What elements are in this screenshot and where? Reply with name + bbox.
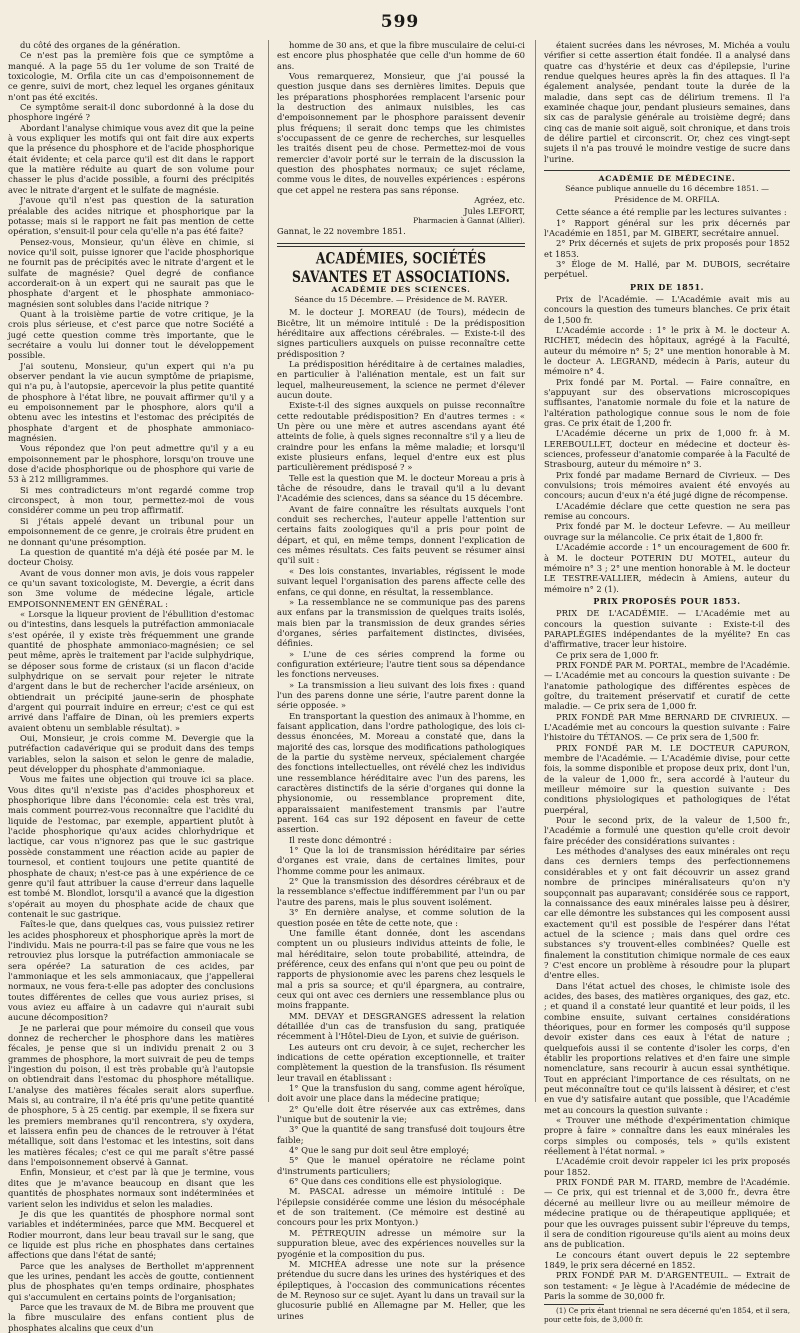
paragraph: Existe-t-il des signes auxquels on puisse reconnaître cette redoutable prédisposition? En d'autres termes : « Un père ou une mère et autres ascendans ayant été atteints de folie, à quels signes reconnaître s'il y a lieu de craindre pour les enfans la même maladie; et lorsqu'il existe plusieurs enfans, lequel d'entre eux est plus particulièrement prédisposé ? »	[277, 400, 525, 473]
section-heading: ACADÉMIES, SOCIÉTÉS SAVANTES ET ASSOCIATIONS.	[291, 247, 511, 286]
paragraph: 2° Qu'elle doit être réservée aux cas extrêmes, dans l'unique but de soutenir la vie;	[277, 1103, 525, 1125]
paragraph: Vous remarquerez, Monsieur, que j'ai poussé la question jusque dans ses dernières limites. Depuis que les préparations phosphorées remplacent l'arsenic pour la destruction des animaux nuisibles, les cas d'empoisonnement par le phosphore paraissent devenir plus fréquens; il serait donc temps que les chimistes s'occupassent de ce genre de recherches, sur lesquelles les traités disent peu de chose. Permettez-moi de vous remercier d'avoir porté sur le terrain de la discussion la question des phosphates normaux; ce sujet réclame, comme vous le dites, de nouvelles expériences : espérons que cet appel ne restera pas sans réponse.	[277, 71, 525, 195]
paragraph: 5° Que le manuel opératoire ne réclame point d'instruments particuliers;	[277, 1155, 525, 1176]
letter-dateline: Gannat, le 22 novembre 1851.	[277, 226, 406, 237]
paragraph: 3° Que la quantité de sang transfusé doit toujours être faible;	[277, 1124, 525, 1145]
academy-medecine-heading: ACADÉMIE DE MÉDECINE.	[598, 174, 736, 184]
paragraph: Prix fondé par M. Portal. — Faire connaître, en s'appuyant sur des observations microscopiques suffisantes, l'anatomie normale du foie et la nature de l'altération pathologique connue sous le nom de foie gras. Ce prix était de 1,200 fr.	[544, 376, 790, 429]
paragraph: Les méthodes d'analyses des eaux minérales ont reçu dans ces derniers temps des perfectionnemens considérables et y ont fait découvrir un assez grand nombre de principes minéralisateurs qu'on n'y soupçonnait pas auparavant; considérée sous ce rapport, la connaissance des eaux minérales laisse peu à désirer, car elle démontre les substances qui les composent aussi exactement qu'il est possible de l'espérer dans l'état actuel de la science ; mais dans quel ordre ces substances s'y trouvent-elles combinées? Quelle est finalement la constitution chimique normale de ces eaux ? C'est encore un problème à résoudre pour la plupart d'entre elles.	[544, 846, 790, 981]
paragraph: M. le docteur J. MOREAU (de Tours), médecin de Bicêtre, lit un mémoire intitulé : De la prédisposition héréditaire aux affections cérébrales. — Existe-t-il des signes particuliers auxquels on puisse reconnaître cette prédisposition ?	[277, 307, 525, 359]
paragraph: Vous répondez que l'on peut admettre qu'il y a eu empoisonnement par le phosphore, lorsqu'on trouve une dose d'acide phosphorique ou de phosphore qui varie de 53 à 212 milligrammes.	[8, 443, 254, 485]
footnote: (1) Ce prix étant triennal ne sera décerné qu'en 1854, et il sera, pour cette fois, de 3,000 fr.	[544, 1306, 790, 1324]
paragraph: M. PÉTREQUIN adresse un mémoire sur la suppuration bleue, avec des expériences nouvelles sur la pyogénie et la composition du pus.	[277, 1227, 525, 1259]
paragraph: 1° Que la transfusion du sang, comme agent héroïque, doit avoir une place dans la médecine pratique;	[277, 1083, 525, 1104]
section-rule	[277, 243, 525, 244]
column-3	[544, 40, 790, 1324]
paragraph: « Trouver une méthode d'expérimentation chimique propre à faire » connaître dans les eaux minérales les corps simples ou composés, tels » qu'ils existent réellement à l'état normal. »	[544, 1115, 790, 1157]
paragraph: Ce n'est pas la première fois que ce symptôme a manqué. A la page 55 du 1er volume de son Traité de toxicologie, M. Orfila cite un cas d'empoisonnement de ce genre, suivi de mort, chez lequel les organes génitaux n'ont pas été excités.	[8, 50, 254, 102]
paragraph: L'Académie décerne un prix de 1,000 fr. à M. LEREBOULLET, docteur en médecine et docteur ès-sciences, professeur d'anatomie comparée à la Faculté de Strasbourg, auteur du mémoire n° 3.	[544, 428, 790, 470]
paragraph: Quant à la troisième partie de votre critique, je la crois plus sérieuse, et c'est parce que notre Société a jugé cette question comme très importante, que le secrétaire a voulu lui donner tout le développement possible.	[8, 308, 254, 361]
paragraph: 1° Rapport général sur les prix décernés par l'Académie en 1851, par M. GIBERT, secrétaire annuel.	[544, 217, 790, 238]
paragraph: Enfin, Monsieur, et c'est par là que je termine, vous dites que je m'avance beaucoup en disant que les quantités de phosphates normaux sont indéterminées et varient selon les individus et selon les maladies.	[8, 1167, 254, 1209]
paragraph: Une famille étant donnée, dont les ascendans comptent un ou plusieurs individus atteints de folie, le mal héréditaire, selon toute probabilité, atteindra, de préférence, ceux des enfans qui n'ont que peu ou point de rapports de physionomie avec les parens chez lesquels le mal a pris sa source; et qu'il épargnera, au contraire, ceux qui ont avec ces derniers une ressemblance plus ou moins frappante.	[277, 927, 525, 1011]
column-2	[277, 40, 525, 1321]
letter-signature-name: Jules LEFORT,	[464, 205, 525, 216]
paragraph: PRIX FONDÉ PAR M. PORTAL, membre de l'Académie. — L'Académie met au concours la question suivante : De l'anatomie pathologique des différentes espèces de goître, du traitement préservatif et curatif de cette maladie. — Ce prix sera de 1,000 fr.	[544, 659, 790, 712]
paragraph: 1° Que la loi de transmission héréditaire par séries d'organes est vraie, dans de certaines limites, pour l'homme comme pour les animaux.	[277, 845, 525, 876]
footnote-rule	[544, 1304, 604, 1305]
paragraph: homme de 30 ans, et que la fibre musculaire de celui-ci est encore plus phosphatée que celle d'un homme de 60 ans.	[277, 40, 525, 71]
paragraph: L'Académie accorde : 1° le prix à M. le docteur A. RICHET, médecin des hôpitaux, agrégé à la Faculté, auteur du mémoire n° 5; 2° une mention honorable à M. le docteur A. LEGRAND, médecin à Paris, auteur du mémoire n° 4.	[544, 324, 790, 377]
paragraph: L'Académie croit devoir rappeler ici les prix proposés pour 1852.	[544, 1156, 790, 1177]
letter-conclusion	[277, 40, 525, 195]
paragraph: Parce que les travaux de M. de Bibra me prouvent que la fibre musculaire des enfans contient plus de phosphates alcalins que ceux d'un	[8, 1301, 254, 1333]
paragraph: 2° Que la transmission des désordres cérébraux et de la ressemblance s'effectue indifféremment par l'un ou par l'autre des parens, mais le plus souvent isolément.	[277, 876, 525, 907]
paragraph: 3° Éloge de M. Hallé, par M. DUBOIS, secrétaire perpétuel.	[544, 258, 790, 280]
paragraph: PRIX FONDÉ PAR M. LE DOCTEUR CAPURON, membre de l'Académie. — L'Académie divise, pour cette fois, la somme disponible et propose deux prix, dont l'un, de la valeur de 1,000 fr., sera accordé à l'auteur du meilleur mémoire sur la question suivante : Des conditions physiologiques et pathologiques de l'état puerpéral,	[544, 742, 790, 815]
paragraph: Ce symptôme serait-il donc subordonné à la dose du phosphore ingéré ?	[8, 102, 254, 123]
paragraph: M. MICHÉA adresse une note sur la présence prétendue du sucre dans les urines des hystériques et des épileptiques, à l'occasion des communications récentes de M. Reynoso sur ce sujet. Ayant lu dans un travail sur la glucosurie publié en Allemagne par M. Heller, que les urines	[277, 1258, 525, 1321]
paragraph: Oui, Monsieur, je crois comme M. Devergie que la putréfaction cadavérique qui se produit dans des temps variables, selon la saison et selon le genre de maladie, peut développer du phosphate d'ammoniaque.	[8, 733, 254, 775]
prix-1853-heading: PRIX PROPOSÉS POUR 1853.	[593, 595, 741, 606]
paragraph: 3° En dernière analyse, et comme solution de la question posée en tête de cette note, que :	[277, 907, 525, 928]
paragraph: » La transmission a lieu suivant des lois fixes : quand l'un des parens donne une série, l'autre parent donne la série opposée. »	[277, 679, 525, 711]
column-1-text	[8, 40, 254, 1333]
paragraph: L'Académie accorde : 1° un encouragement de 600 fr. à M. le docteur POTERIN DU MOTEL, auteur du mémoire n° 3 ; 2° une mention honorable à M. le docteur LE TESTRE-VALLIER, médecin à Amiens, auteur du mémoire n° 2 (1).	[544, 542, 790, 594]
paragraph: Si j'étais appelé devant un tribunal pour un empoisonnement de ce genre, je croirais être prudent en ne donnant qu'une présomption.	[8, 515, 254, 547]
paragraph: Le concours étant ouvert depuis le 22 septembre 1849, le prix sera décerné en 1852.	[544, 1249, 790, 1270]
prix-1851-heading: PRIX DE 1851.	[629, 281, 705, 292]
page-number: 599	[380, 12, 420, 32]
paragraph: « Lorsque la liqueur provient de l'ébullition d'estomac ou d'intestins, dans lesquels la putréfaction ammoniacale s'est opérée, il y existe très fréquemment une grande quantité de phosphate ammoniaco-magnésien; ce sel peut même, après le traitement par l'acide sulphydrique, se déposer sous forme de cristaux (si un flacon d'acide sulphydrique on se servait pour rejeter le nitrate d'argent dans le but de rechercher l'acide arsénieux, on obtiendrait un précipité jaune-serin de phosphate d'argent qui pourrait induire en erreur; c'est ce qui est arrivé dans l'affaire de Dinan, où les premiers experts avaient obtenu un semblable résultat). »	[8, 608, 254, 733]
paragraph: M. PASCAL adresse un mémoire intitulé : De l'épilepsie considérée comme une lésion du mésocéphale et de son traitement. (Ce mémoire est destiné au concours pour les prix Montyon.)	[277, 1186, 525, 1228]
academy-medecine-intro	[544, 207, 790, 279]
paragraph: du côté des organes de la génération.	[20, 40, 181, 50]
paragraph: PRIX FONDÉ PAR M. D'ARGENTEUIL. — Extrait de son testament: « Je lègue à l'Académie de médecine de Paris la somme de 30,000 fr.	[544, 1270, 790, 1301]
academy-sciences-report	[277, 307, 525, 1321]
paragraph: Les auteurs ont cru devoir, à ce sujet, rechercher les indications de cette opération exceptionnelle, et traiter complètement la question de la transfusion. Ils résument leur travail en établissant :	[277, 1041, 525, 1083]
paragraph: Parce que les analyses de Berthollet m'apprennent que les urines, pendant les accès de goutte, contiennent plus de phosphates qu'en temps ordinaire, phosphates qui s'accumulent en certains points de l'organisation;	[8, 1260, 254, 1302]
paragraph: Il reste donc démontré :	[289, 834, 392, 845]
prix-1853-list	[544, 608, 790, 1301]
section-rule	[277, 246, 525, 247]
paragraph: 2° Prix décernés et sujets de prix proposés pour 1852 et 1853.	[544, 238, 790, 259]
paragraph: En transportant la question des animaux à l'homme, en faisant application, dans l'ordre pathologique, des lois ci-dessus énoncées, M. Moreau a constaté que, dans la majorité des cas, lorsque des modifications pathologiques de la partie du système nerveux, spécialement chargée des fonctions intellectuelles, ont révélé chez les individus une ressemblance héréditaire avec l'un des parens, les caractères distinctifs de la série d'organes qui donne la physionomie, ou ressemblance proprement dite, apparaissaient manifestement transmis par l'autre parent. 164 cas sur 192 déposent en faveur de cette assertion.	[277, 710, 525, 835]
column-1	[8, 40, 254, 1333]
michea-note-continued	[544, 40, 790, 164]
paragraph: MM. DEVAY et DESGRANGES adressent la relation détaillée d'un cas de transfusion du sang, pratiquée récemment à l'Hôtel-Dieu de Lyon, et suivie de guérison.	[277, 1010, 525, 1042]
paragraph: Je dis que les quantités de phosphore normal sont variables et indéterminées, parce que MM. Becquerel et Rodier mourront, dans leur beau travail sur le sang, que ce liquide est plus riche en phosphates dans certaines affections que dans l'état de santé;	[8, 1208, 254, 1261]
paragraph: 6° Que dans ces conditions elle est physiologique.	[289, 1176, 502, 1187]
paragraph: La prédisposition héréditaire à de certaines maladies, en particulier à l'aliénation mentale, est un fait sur lequel, malheureusement, la science ne permet d'élever aucun doute.	[277, 358, 525, 400]
paragraph: étaient sucrées dans les névroses, M. Michéa a voulu vérifier si cette assertion était fondée. Il a analysé dans quatre cas d'hystérie et deux cas d'épilepsie, l'urine rendue quelques heures après la fin des attaques. Il l'a également analysée, pendant toute la durée de la maladie, dans sept cas de délirium tremens. Il l'a examinée chaque jour, pendant plusieurs semaines, dans six cas de paralysie générale au troisième degré; dans cinq cas de manie soit aiguë, soit chronique, et dans trois de délire partiel et circonscrit. Or, chez ces vingt-sept sujets il n'a pas trouvé le moindre vestige de sucre dans l'urine.	[544, 40, 790, 164]
column-rule-left	[268, 40, 269, 1102]
paragraph: Telle est la question que M. le docteur Moreau a pris à tâche de résoudre, dans le travail qu'il a lu devant l'Académie des sciences, dans sa séance du 15 décembre.	[277, 472, 525, 504]
paragraph: Abordant l'analyse chimique vous avez dit que la peine à vous expliquer les motifs qui ont fait dire aux experts que la présence du phosphore et de l'acide phosphorique était évidente; et cela parce qu'il est dit dans le rapport que la matière réduite au quart de son volume pour chasser le plus d'acide possible, a fourni des précipités avec le nitrate d'argent et le sulfate de magnésie.	[8, 122, 254, 195]
paragraph: L'Académie déclare que cette question ne sera pas remise au concours.	[544, 500, 790, 522]
paragraph: Dans l'état actuel des choses, le chimiste isole des acides, des bases, des matières organiques, des gaz, etc. ; et quand il a constaté leur quantité et leur poids, il les combine ensuite, suivant certaines considérations théoriques, pour en former les composés qu'il suppose devoir exister dans ces eaux à l'état de nature ; quelquefois aussi il se contente d'isoler les corps, d'en établir les proportions relatives et d'en faire une simple nomenclature, sans recourir à aucun essai synthétique. Tout en appréciant l'importance de ces résultats, on ne peut méconnaître tout ce qu'ils laissent à désirer, et c'est en vue d'y satisfaire autant que possible, que l'Académie met au concours la question suivante :	[544, 980, 790, 1115]
paragraph: La question de quantité m'a déjà été posée par M. le docteur Choisy.	[8, 546, 254, 568]
paragraph: PRIX FONDÉ PAR Mme BERNARD DE CIVRIEUX. — L'Académie met au concours la question suivante : Faire l'histoire du TÉTANOS. — Ce prix sera de 1,500 fr.	[544, 711, 790, 743]
paragraph: Prix fondé par M. le docteur Lefevre. — Au meilleur ouvrage sur la mélancolie. Ce prix était de 1,800 fr.	[544, 521, 790, 542]
paragraph: » La ressemblance ne se communique pas des parens aux enfans par la transmission de quelques traits isolés, mais bien par la transmission de deux grandes séries d'organes, séries parfaitement distinctes, divisées, définies.	[277, 596, 525, 649]
paragraph: J'ai soutenu, Monsieur, qu'un expert qui n'a pu observer pendant la vie aucun symptôme de priapisme, qui n'a pu, à l'autopsie, apercevoir la plus petite quantité de phosphore à l'état libre, ne pouvait affirmer qu'il y a eu empoisonnement par le phosphore, alors qu'il a obtenu avec les intestins et l'estomac des précipités de phosphate d'argent et de phosphate ammoniaco-magnésien.	[8, 360, 254, 444]
paragraph: PRIX FONDÉ PAR M. ITARD, membre de l'Académie. — Ce prix, qui est triennal et de 3,000 fr., devra être décerné au meilleur livre ou au meilleur mémoire de médecine pratique ou de thérapeutique appliquée; et pour que les ouvrages puissent subir l'épreuve du temps, il sera de condition rigoureuse qu'ils aient au moins deux ans de publication.	[544, 1177, 790, 1250]
paragraph: 4° Que le sang pur doit seul être employé;	[289, 1145, 470, 1156]
paragraph: Avant de vous donner mon avis, je dois vous rappeler ce qu'un savant toxicologiste, M. Devergie, a écrit dans son 3me volume de médecine légale, article EMPOISONNEMENT EN GÉNÉRAL :	[8, 567, 254, 609]
academy-sciences-heading: ACADÉMIE DES SCIENCES.	[331, 284, 471, 294]
paragraph: « Des lois constantes, invariables, régissent le mode suivant lequel l'organisation des parens affecte celle des enfans, ce qui donne, en résultat, la ressemblance.	[277, 565, 525, 597]
paragraph: Prix fondé par madame Bernard de Civrieux. — Des convulsions; trois mémoires avaient été envoyés au concours; aucun d'eux n'a été jugé digne de récompense.	[544, 469, 790, 501]
paragraph: Vous me faites une objection qui trouve ici sa place. Vous dites qu'il n'existe pas d'acides phosphoreux et phosphorique libre dans l'économie: cela est très vrai, mais comment pourrez-vous reconnaître que l'acidité du liquide de l'estomac, par exemple, appartient plutôt à l'acide phosphorique qu'aux acides chlorhydrique et lactique, car vous n'ignorez pas que le suc gastrique possède constamment une réaction acide au papier de tournesol, et contient toujours une petite quantité de phosphate de chaux; n'est-ce pas à une expérience de ce genre qu'il faut attribuer la cause d'erreur dans laquelle est tombé M. Blondlot, lorsqu'il a avancé que la digestion s'opérait au moyen du phosphate acide de chaux que contenait le suc gastrique.	[8, 774, 254, 919]
letter-closing: Agréez, etc.	[474, 195, 525, 206]
section-rule	[544, 170, 790, 171]
paragraph: Prix de l'Académie. — L'Académie avait mis au concours la question des tumeurs blanches. Ce prix était de 1,500 fr.	[544, 293, 790, 325]
paragraph: Avant de faire connaître les résultats auxquels l'ont conduit ses recherches, l'auteur appelle l'attention sur certains faits zoologiques qu'il a pris pour point de départ, et qui, en même temps, donnent l'explication de ces mêmes résultats. Ces faits peuvent se résumer ainsi qu'il suit :	[277, 503, 525, 566]
letter-signature-title: Pharmacien à Gannat (Allier).	[413, 215, 525, 225]
prix-1851-list	[544, 294, 790, 594]
academy-medecine-session: Séance publique annuelle du 16 décembre 1851. — Présidence de M. ORFILA.	[565, 184, 769, 204]
academy-sciences-session: Séance du 15 Décembre. — Présidence de M. RAYER.	[294, 294, 508, 304]
paragraph: Pour le second prix, de la valeur de 1,500 fr., l'Académie a formulé une question qu'elle croit devoir faire précéder des considérations suivantes :	[544, 815, 790, 846]
paragraph: » L'une de ces séries comprend la forme ou configuration extérieure; l'autre tient sous sa dépendance les fonctions nerveuses.	[277, 648, 525, 680]
paragraph: J'avoue qu'il n'est pas question de la saturation préalable des acides nitrique et phosphorique par la potasse; mais si le rapport ne fait pas mention de cette opération, s'ensuit-il pour cela qu'elle n'a pas été faite?	[8, 195, 254, 237]
paragraph: Je ne parlerai que pour mémoire du conseil que vous donnez de rechercher le phosphore dans les matières fécales, je pense que si un individu prenait 2 ou 3 grammes de phosphore, la mort suivrait de peu de temps l'ingestion du poison, il est très probable qu'à l'autopsie on obtiendrait dans l'estomac du phosphore métallique. L'analyse des matières fécales serait alors superflue. Mais si, au contraire, il n'a été pris qu'une petite quantité de phosphore, 5 à 25 centig. par exemple, il se fixera sur les premiers membranes qu'il rencontrera, s'y oxydera, et laissera enfin peu de chances de le retrouver à l'état métallique, soit dans l'estomac et les intestins, soit dans les matières fécales; c'est ce qui me paraît s'être passé dans l'empoisonnement observé à Gannat.	[8, 1022, 254, 1168]
column-rule-right	[535, 40, 536, 1102]
paragraph: Cette séance a été remplie par les lectures suivantes :	[556, 207, 787, 218]
paragraph: PRIX DE L'ACADÉMIE. — L'Académie met au concours la question suivante : Existe-t-il des PARAPLÉGIES indépendantes de la myélite? En cas d'affirmative, tracer leur histoire.	[544, 608, 790, 650]
paragraph: Pensez-vous, Monsieur, qu'un élève en chimie, si novice qu'il soit, puisse ignorer que l'acide phosphorique ne fournit pas de précipités avec le nitrate d'argent et le sulfate de magnésie? Quel degré de confiance accorderait-on à un expert qui ne saurait pas que le phosphate d'argent et le phosphate ammoniaco-magnésien sont solubles dans l'acide nitrique ?	[8, 236, 254, 309]
paragraph: Si mes contradicteurs m'ont regardé comme trop circonspect, à mon tour, permettez-moi de vous considérer comme un peu trop affirmatif.	[8, 484, 254, 516]
paragraph: Ce prix sera de 1,000 fr.	[556, 649, 659, 660]
paragraph: Faîtes-le que, dans quelques cas, vous puissiez retirer les acides phosphoreux et phosphorique après la mort de l'individu. Mais ne pourra-t-il pas se faire que vous ne les retrouviez plus lorsque la putréfaction ammoniacale se sera opérée? La saturation de ces acides, par l'ammoniaque et les sels ammoniacaux, que j'appellerai normaux, ne vous fera-t-elle pas adopter des conclusions toutes différentes de celles que vous auriez prises, si vous aviez eu affaire à un cadavre qui n'aurait subi aucune décomposition?	[8, 919, 254, 1023]
